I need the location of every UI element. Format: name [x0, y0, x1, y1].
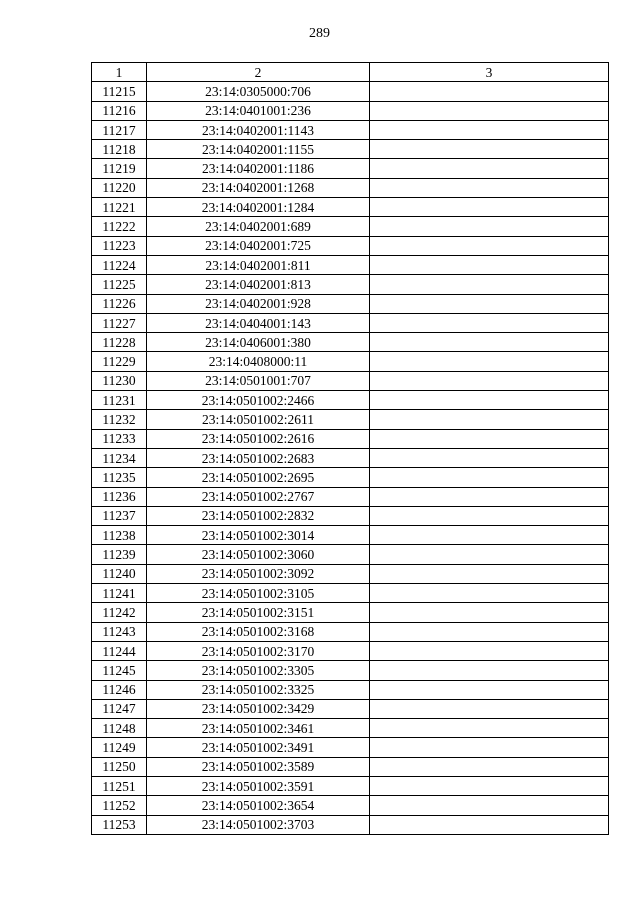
row-number-cell: 11234: [92, 448, 147, 467]
row-number-cell: 11223: [92, 236, 147, 255]
note-cell: [370, 140, 609, 159]
page-number: 289: [309, 26, 330, 41]
note-cell: [370, 120, 609, 139]
row-number-cell: 11251: [92, 776, 147, 795]
note-cell: [370, 641, 609, 660]
note-cell: [370, 796, 609, 815]
table-row: [92, 815, 609, 834]
row-number-cell: 11216: [92, 101, 147, 120]
cadastral-number-cell: 23:14:0501002:2616: [147, 429, 370, 448]
row-number-cell: 11217: [92, 120, 147, 139]
row-number-cell: 11252: [92, 796, 147, 815]
note-cell: [370, 757, 609, 776]
table-row: [92, 159, 609, 178]
note-cell: [370, 622, 609, 641]
cadastral-number-cell: 23:14:0402001:1186: [147, 159, 370, 178]
note-cell: [370, 545, 609, 564]
note-cell: [370, 313, 609, 332]
note-cell: [370, 101, 609, 120]
note-cell: [370, 391, 609, 410]
row-number-cell: 11227: [92, 313, 147, 332]
column-header-2: 2: [147, 63, 370, 82]
table-row: [92, 584, 609, 603]
cadastral-number-cell: 23:14:0402001:1268: [147, 178, 370, 197]
cadastral-number-cell: 23:14:0402001:813: [147, 275, 370, 294]
table-row: [92, 699, 609, 718]
cadastral-number-cell: 23:14:0404001:143: [147, 313, 370, 332]
note-cell: [370, 603, 609, 622]
row-number-cell: 11215: [92, 82, 147, 101]
header-row: [92, 63, 609, 82]
row-number-cell: 11244: [92, 641, 147, 660]
table-row: [92, 757, 609, 776]
note-cell: [370, 719, 609, 738]
note-cell: [370, 776, 609, 795]
row-number-cell: 11233: [92, 429, 147, 448]
table-row: [92, 603, 609, 622]
row-number-cell: 11229: [92, 352, 147, 371]
cadastral-number-cell: 23:14:0402001:811: [147, 255, 370, 274]
table-row: [92, 82, 609, 101]
note-cell: [370, 82, 609, 101]
note-cell: [370, 410, 609, 429]
row-number-cell: 11224: [92, 255, 147, 274]
note-cell: [370, 738, 609, 757]
table-row: [92, 140, 609, 159]
column-header-1: 1: [92, 63, 147, 82]
row-number-cell: 11222: [92, 217, 147, 236]
cadastral-number-cell: 23:14:0406001:380: [147, 333, 370, 352]
table-row: [92, 429, 609, 448]
table-row: [92, 468, 609, 487]
table-row: [92, 410, 609, 429]
cadastral-number-cell: 23:14:0402001:725: [147, 236, 370, 255]
row-number-cell: 11248: [92, 719, 147, 738]
table-header: [92, 63, 609, 82]
table-row: [92, 352, 609, 371]
table-row: [92, 391, 609, 410]
cadastral-number-cell: 23:14:0501002:2466: [147, 391, 370, 410]
row-number-cell: 11228: [92, 333, 147, 352]
row-number-cell: 11219: [92, 159, 147, 178]
note-cell: [370, 506, 609, 525]
table-row: [92, 178, 609, 197]
cadastral-number-cell: 23:14:0501002:3325: [147, 680, 370, 699]
cadastral-number-cell: 23:14:0501002:3092: [147, 564, 370, 583]
row-number-cell: 11243: [92, 622, 147, 641]
table-row: [92, 333, 609, 352]
note-cell: [370, 178, 609, 197]
note-cell: [370, 699, 609, 718]
cadastral-number-cell: 23:14:0501002:3151: [147, 603, 370, 622]
table-row: [92, 622, 609, 641]
note-cell: [370, 448, 609, 467]
row-number-cell: 11232: [92, 410, 147, 429]
table-row: [92, 796, 609, 815]
row-number-cell: 11245: [92, 661, 147, 680]
table-row: [92, 294, 609, 313]
column-header-3: 3: [370, 63, 609, 82]
row-number-cell: 11235: [92, 468, 147, 487]
note-cell: [370, 371, 609, 390]
row-number-cell: 11239: [92, 545, 147, 564]
cadastral-number-cell: 23:14:0501002:3703: [147, 815, 370, 834]
row-number-cell: 11230: [92, 371, 147, 390]
cadastral-number-cell: 23:14:0501002:2695: [147, 468, 370, 487]
table-row: [92, 448, 609, 467]
note-cell: [370, 487, 609, 506]
cadastral-number-cell: 23:14:0402001:1143: [147, 120, 370, 139]
row-number-cell: 11231: [92, 391, 147, 410]
row-number-cell: 11246: [92, 680, 147, 699]
note-cell: [370, 236, 609, 255]
cadastral-number-cell: 23:14:0305000:706: [147, 82, 370, 101]
cadastral-number-cell: 23:14:0408000:11: [147, 352, 370, 371]
cadastral-number-cell: 23:14:0501002:3014: [147, 526, 370, 545]
cadastral-number-cell: 23:14:0501002:3491: [147, 738, 370, 757]
row-number-cell: 11236: [92, 487, 147, 506]
cadastral-number-cell: 23:14:0501002:3429: [147, 699, 370, 718]
row-number-cell: 11237: [92, 506, 147, 525]
note-cell: [370, 680, 609, 699]
row-number-cell: 11247: [92, 699, 147, 718]
cadastral-number-cell: 23:14:0501002:3654: [147, 796, 370, 815]
note-cell: [370, 584, 609, 603]
table-row: [92, 641, 609, 660]
cadastral-number-cell: 23:14:0501002:2767: [147, 487, 370, 506]
cadastral-number-cell: 23:14:0501002:3591: [147, 776, 370, 795]
table-row: [92, 738, 609, 757]
cadastral-number-cell: 23:14:0402001:1284: [147, 198, 370, 217]
table-row: [92, 101, 609, 120]
row-number-cell: 11226: [92, 294, 147, 313]
row-number-cell: 11221: [92, 198, 147, 217]
note-cell: [370, 661, 609, 680]
row-number-cell: 11225: [92, 275, 147, 294]
table-row: [92, 564, 609, 583]
table-row: [92, 487, 609, 506]
table-row: [92, 198, 609, 217]
table-row: [92, 255, 609, 274]
note-cell: [370, 429, 609, 448]
table-body: [92, 82, 609, 835]
cadastral-number-cell: 23:14:0501002:3589: [147, 757, 370, 776]
cadastral-number-cell: 23:14:0501002:2832: [147, 506, 370, 525]
note-cell: [370, 333, 609, 352]
cadastral-number-cell: 23:14:0501001:707: [147, 371, 370, 390]
note-cell: [370, 468, 609, 487]
cadastral-number-cell: 23:14:0401001:236: [147, 101, 370, 120]
table-row: [92, 526, 609, 545]
note-cell: [370, 564, 609, 583]
table-row: [92, 661, 609, 680]
row-number-cell: 11218: [92, 140, 147, 159]
cadastral-number-cell: 23:14:0402001:1155: [147, 140, 370, 159]
cadastral-number-cell: 23:14:0402001:928: [147, 294, 370, 313]
note-cell: [370, 159, 609, 178]
note-cell: [370, 198, 609, 217]
registry-table: [91, 62, 609, 835]
row-number-cell: 11220: [92, 178, 147, 197]
table-row: [92, 776, 609, 795]
cadastral-number-cell: 23:14:0501002:3305: [147, 661, 370, 680]
table-row: [92, 275, 609, 294]
note-cell: [370, 352, 609, 371]
cadastral-number-cell: 23:14:0501002:2683: [147, 448, 370, 467]
row-number-cell: 11253: [92, 815, 147, 834]
table-row: [92, 120, 609, 139]
note-cell: [370, 217, 609, 236]
table-row: [92, 719, 609, 738]
table-row: [92, 680, 609, 699]
table-row: [92, 313, 609, 332]
cadastral-number-cell: 23:14:0501002:3060: [147, 545, 370, 564]
table-row: [92, 371, 609, 390]
cadastral-number-cell: 23:14:0501002:3105: [147, 584, 370, 603]
row-number-cell: 11242: [92, 603, 147, 622]
table-row: [92, 236, 609, 255]
table-row: [92, 217, 609, 236]
cadastral-number-cell: 23:14:0501002:3170: [147, 641, 370, 660]
cadastral-number-cell: 23:14:0501002:2611: [147, 410, 370, 429]
note-cell: [370, 294, 609, 313]
note-cell: [370, 526, 609, 545]
note-cell: [370, 255, 609, 274]
row-number-cell: 11238: [92, 526, 147, 545]
table-row: [92, 506, 609, 525]
note-cell: [370, 815, 609, 834]
cadastral-number-cell: 23:14:0402001:689: [147, 217, 370, 236]
cadastral-number-cell: 23:14:0501002:3461: [147, 719, 370, 738]
note-cell: [370, 275, 609, 294]
row-number-cell: 11240: [92, 564, 147, 583]
row-number-cell: 11249: [92, 738, 147, 757]
row-number-cell: 11241: [92, 584, 147, 603]
table-row: [92, 545, 609, 564]
row-number-cell: 11250: [92, 757, 147, 776]
cadastral-number-cell: 23:14:0501002:3168: [147, 622, 370, 641]
